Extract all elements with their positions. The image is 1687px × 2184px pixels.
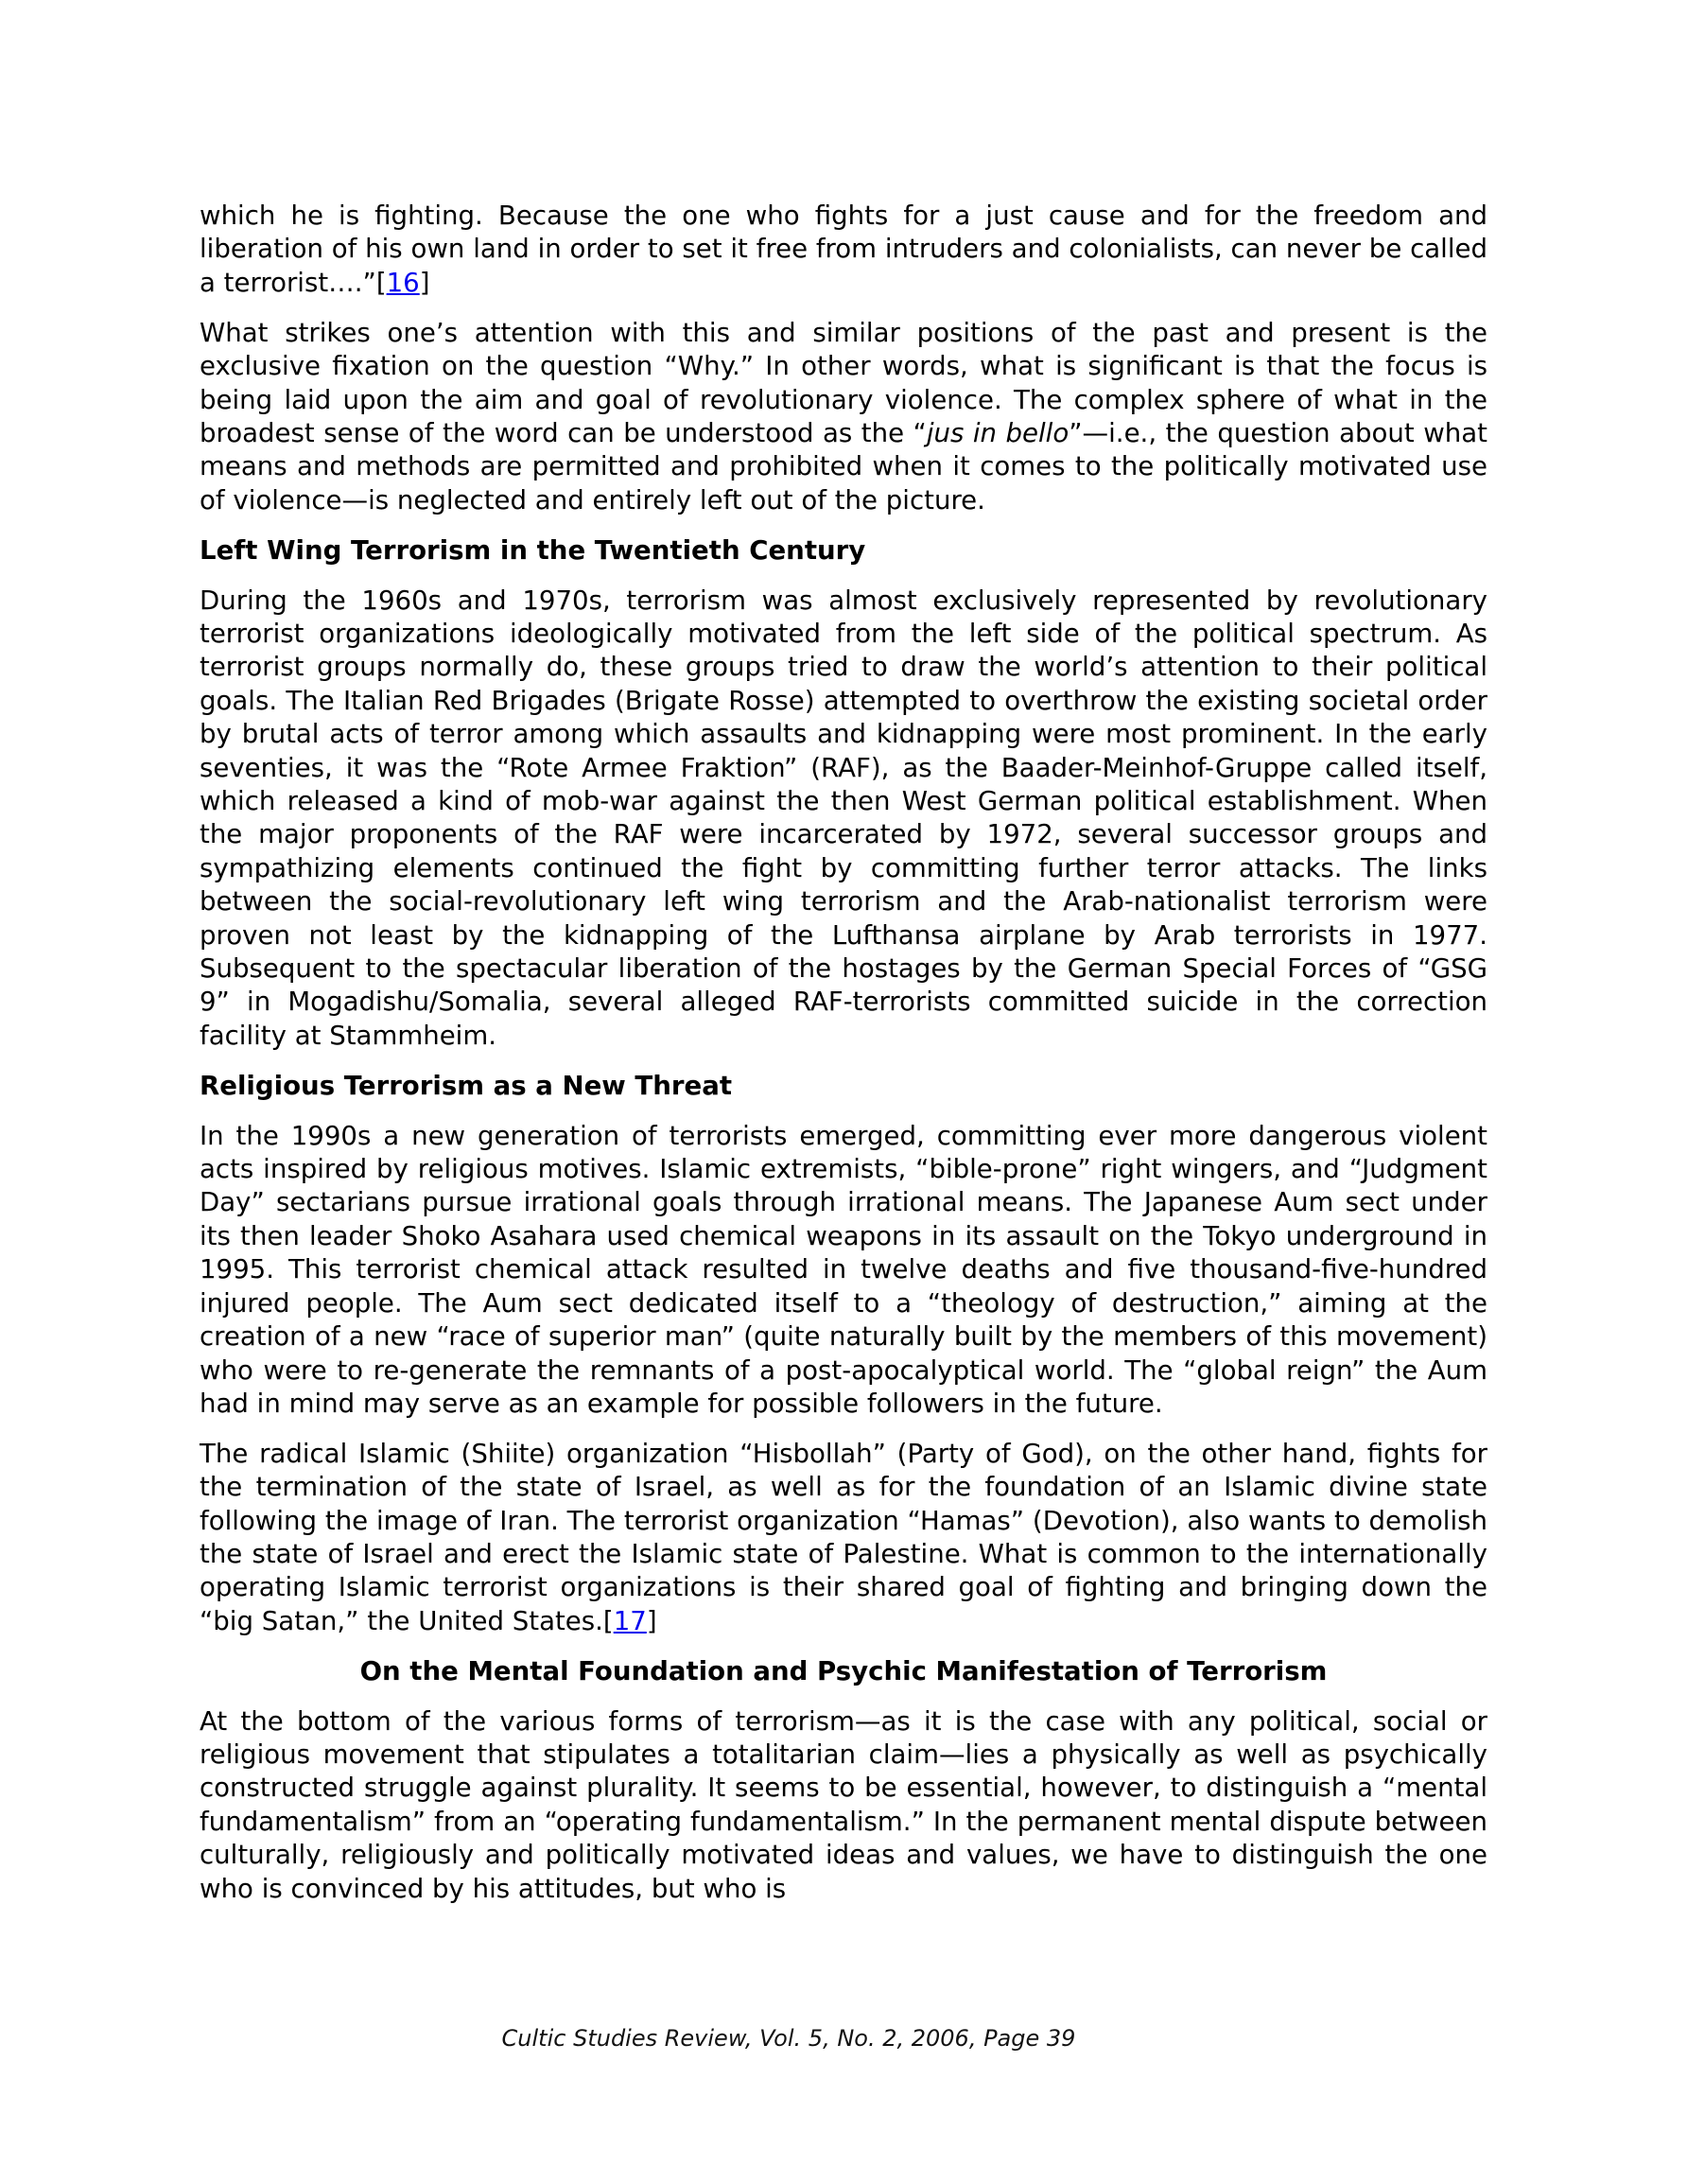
footnote-link-17[interactable]: 17 [613, 1604, 647, 1636]
paragraph-text: ] [419, 266, 430, 298]
section-heading-religious: Religious Terrorism as a New Threat [200, 1069, 733, 1101]
paragraph-left-wing: During the 1960s and 1970s, terrorism was almost exclusively represented by revolutionary terrorist organizations ideologically motivated from the left side of the political spectrum. As terrorist groups normally do, these groups tried to draw the world’s attention to their political goals. The Italian Red Brigades (Brigate Rosse) attempted to overthrow the existing societal order by brutal acts of terror among which assaults and kidnapping were most prominent. In the early seventies, it was the “Rote Armee Fraktion” (RAF), as the Baader-Meinhof-Gruppe called itself, which released a kind of mob-war against the then West German political establishment. When the major proponents of the RAF were incarcerated by 1972, several successor groups and sympathizing elements continued the fight by committing further terror attacks. The links between the social-revolutionary left wing terrorism and the Arab-nationalist terrorism were proven not least by the kidnapping of the Lufthansa airplane by Arab terrorists in 1977. Subsequent to the spectacular liberation of the hostages by the German Special Forces of “GSG 9” in Mogadishu/Somalia, several alleged RAF-terrorists committed suicide in the correction facility at Stammheim. [200, 584, 1487, 1051]
paragraph-jus-in-bello [200, 316, 1487, 516]
paragraph-text: ”—i.e., the question about what means and methods are permitted and prohibited when it comes to the politically motivated use of violence—is neglected and entirely left out of the picture. [200, 416, 1487, 515]
paragraph-quote-end [200, 199, 1487, 299]
paragraph-text: The radical Islamic (Shiite) organization “Hisbollah” (Party of God), on the other hand, fights for the termination of the state of Israel, as well as for the foundation of an Islamic divine state following the image of Iran. The terrorist organization “Hamas” (Devotion), also wants to demolish the state of Israel and erect the Islamic state of Palestine. What is common to the internationally operating Islamic terrorist organizations is their shared goal of fighting and bringing down the “big Satan,” the United States.[ [200, 1437, 1487, 1636]
section-heading-left-wing: Left Wing Terrorism in the Twentieth Century [200, 533, 866, 566]
document-body [200, 199, 1487, 1922]
paragraph-text: ] [646, 1604, 657, 1636]
section-heading-mental-foundation: On the Mental Foundation and Psychic Manifestation of Terrorism [359, 1654, 1328, 1686]
paragraph-religious-2 [200, 1437, 1487, 1637]
paragraph-religious-1: In the 1990s a new generation of terrorists emerged, committing ever more dangerous violent acts inspired by religious motives. Islamic extremists, “bible-prone” right wingers, and “Judgment Day” sectarians pursue irrational goals through irrational means. The Japanese Aum sect under its then leader Shoko Asahara used chemical weapons in its assault on the Tokyo underground in 1995. This terrorist chemical attack resulted in twelve deaths and five thousand-five-hundred injured people. The Aum sect dedicated itself to a “theology of destruction,” aiming at the creation of a new “race of superior man” (quite naturally built by the members of this movement) who were to re-generate the remnants of a post-apocalyptical world. The “global reign” the Aum had in mind may serve as an example for possible followers in the future. [200, 1119, 1487, 1419]
page-footer: Cultic Studies Review, Vol. 5, No. 2, 2006, Page 39 [501, 2025, 1076, 2052]
footnote-link-16[interactable]: 16 [386, 266, 420, 298]
paragraph-text: What strikes one’s attention with this and similar positions of the past and present is the exclusive fixation on the question “Why.” In other words, what is significant is that the focus is being laid upon the aim and goal of revolutionary violence. The complex sphere of what in the broadest sense of the word can be understood as the “ [200, 316, 1487, 448]
paragraph-text: which he is fighting. Because the one who fights for a just cause and for the freedom and liberation of his own land in order to set it free from intruders and colonialists, can never be called a terrorist….”[ [200, 200, 1487, 298]
paragraph-mental-foundation: At the bottom of the various forms of terrorism—as it is the case with any political, social or religious movement that stipulates a totalitarian claim—lies a physically as well as psychically constructed struggle against plurality. It seems to be essential, however, to distinguish a “mental fundamentalism” from an “operating fundamentalism.” In the permanent mental dispute between culturally, religiously and politically motivated ideas and values, we have to distinguish the one who is convinced by his attitudes, but who is [200, 1704, 1487, 1904]
italic-term: jus in bello [926, 416, 1070, 448]
